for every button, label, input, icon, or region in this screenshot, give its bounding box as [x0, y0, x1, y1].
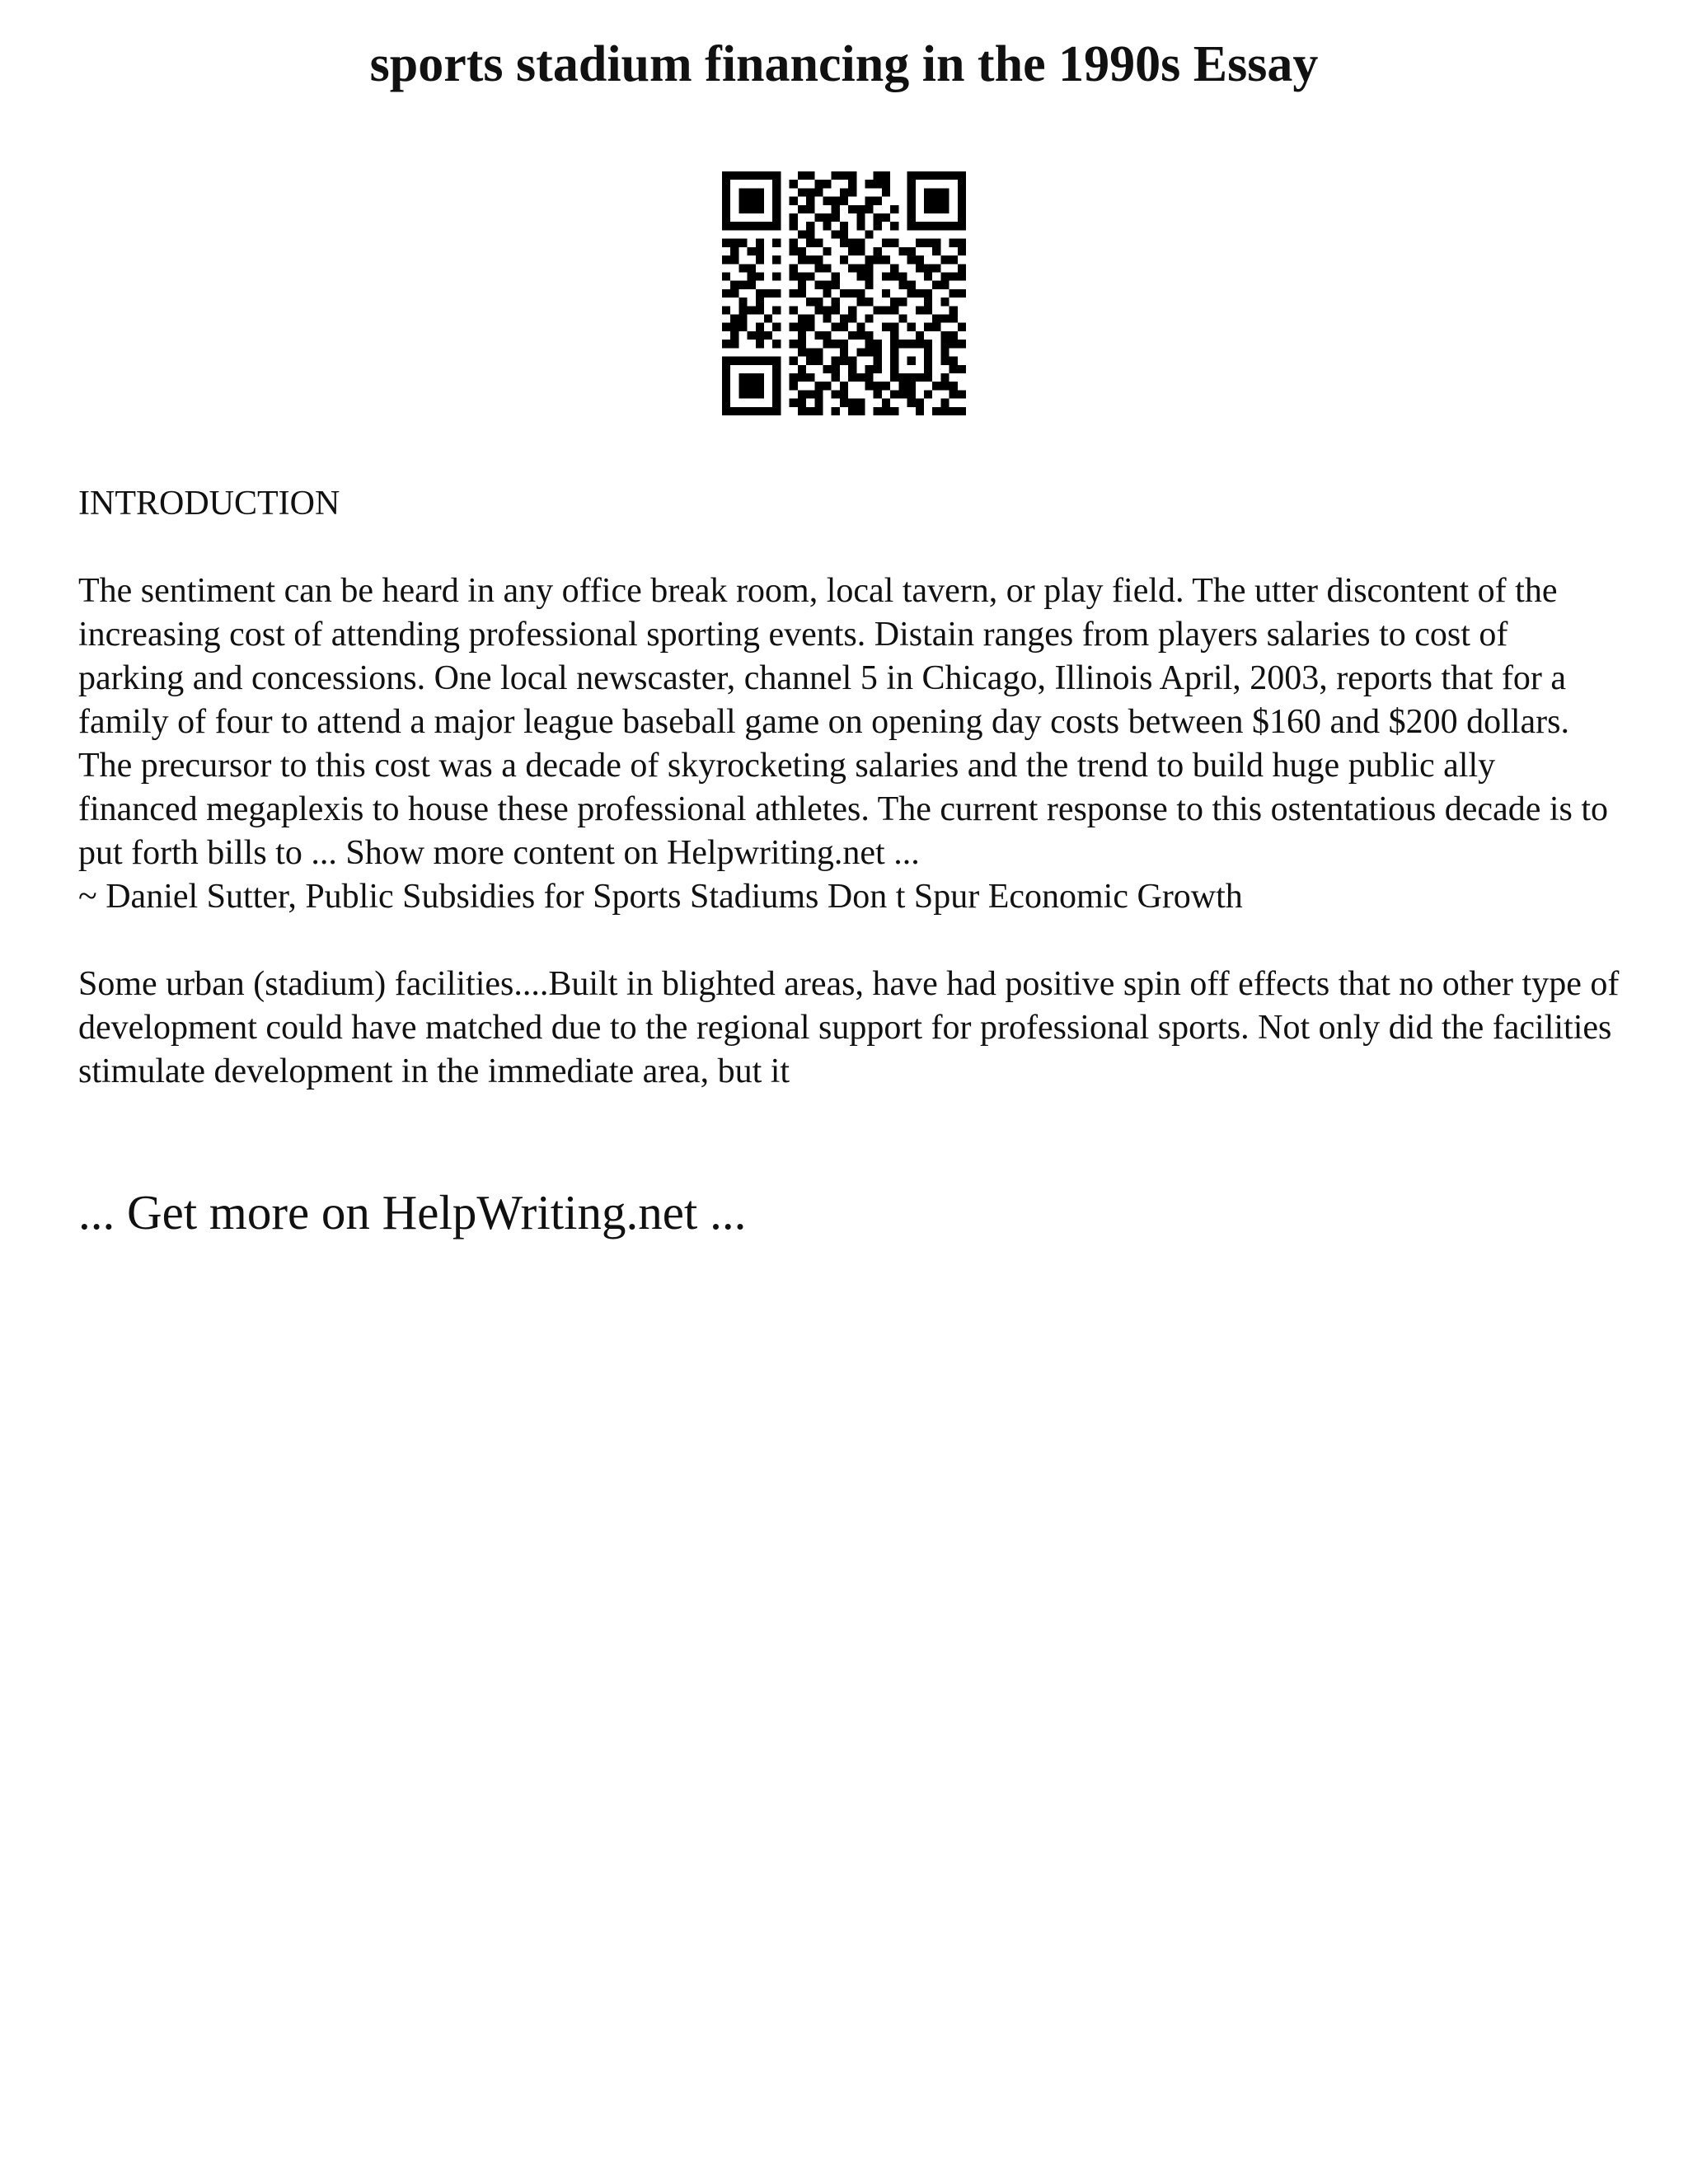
get-more-link[interactable]: ... Get more on HelpWriting.net ... — [78, 1185, 747, 1240]
paragraph-intro: The sentiment can be heard in any office break room, local tavern, or play field. The utter discontent of the increasing cost of attending professional sporting events. Distain ranges from players salaries to cost of parking and concessions. One local newscaster, channel 5 in Chicago, Illinois April, 2003, reports that for a family of four to attend a major league baseball game on opening day costs between $160 and $200 dollars. — [78, 572, 1569, 741]
document-title: sports stadium financing in the 1990s Essay — [369, 36, 1319, 92]
paragraph-urban-facilities: Some urban (stadium) facilities....Built in blighted areas, have had positive spin off effects that no other type of development could have matched due to the regional support for professional sports. Not only did the facilities stimulate development in the immediate area, but it — [78, 965, 1620, 1090]
section-heading: INTRODUCTION — [78, 485, 340, 523]
paragraph-precursor: The precursor to this cost was a decade of skyrocketing salaries and the trend to build huge public ally financed megaplexis to house these professional athletes. The current response to this ostentatious decade is to put forth bills to ... Show more content on Helpwriting.net ... — [78, 747, 1609, 872]
quote-attribution: ~ Daniel Sutter, Public Subsidies for Sports Stadiums Don t Spur Economic Growth — [78, 878, 1243, 916]
document-body — [78, 482, 1620, 1094]
qr-code-icon — [722, 171, 966, 415]
